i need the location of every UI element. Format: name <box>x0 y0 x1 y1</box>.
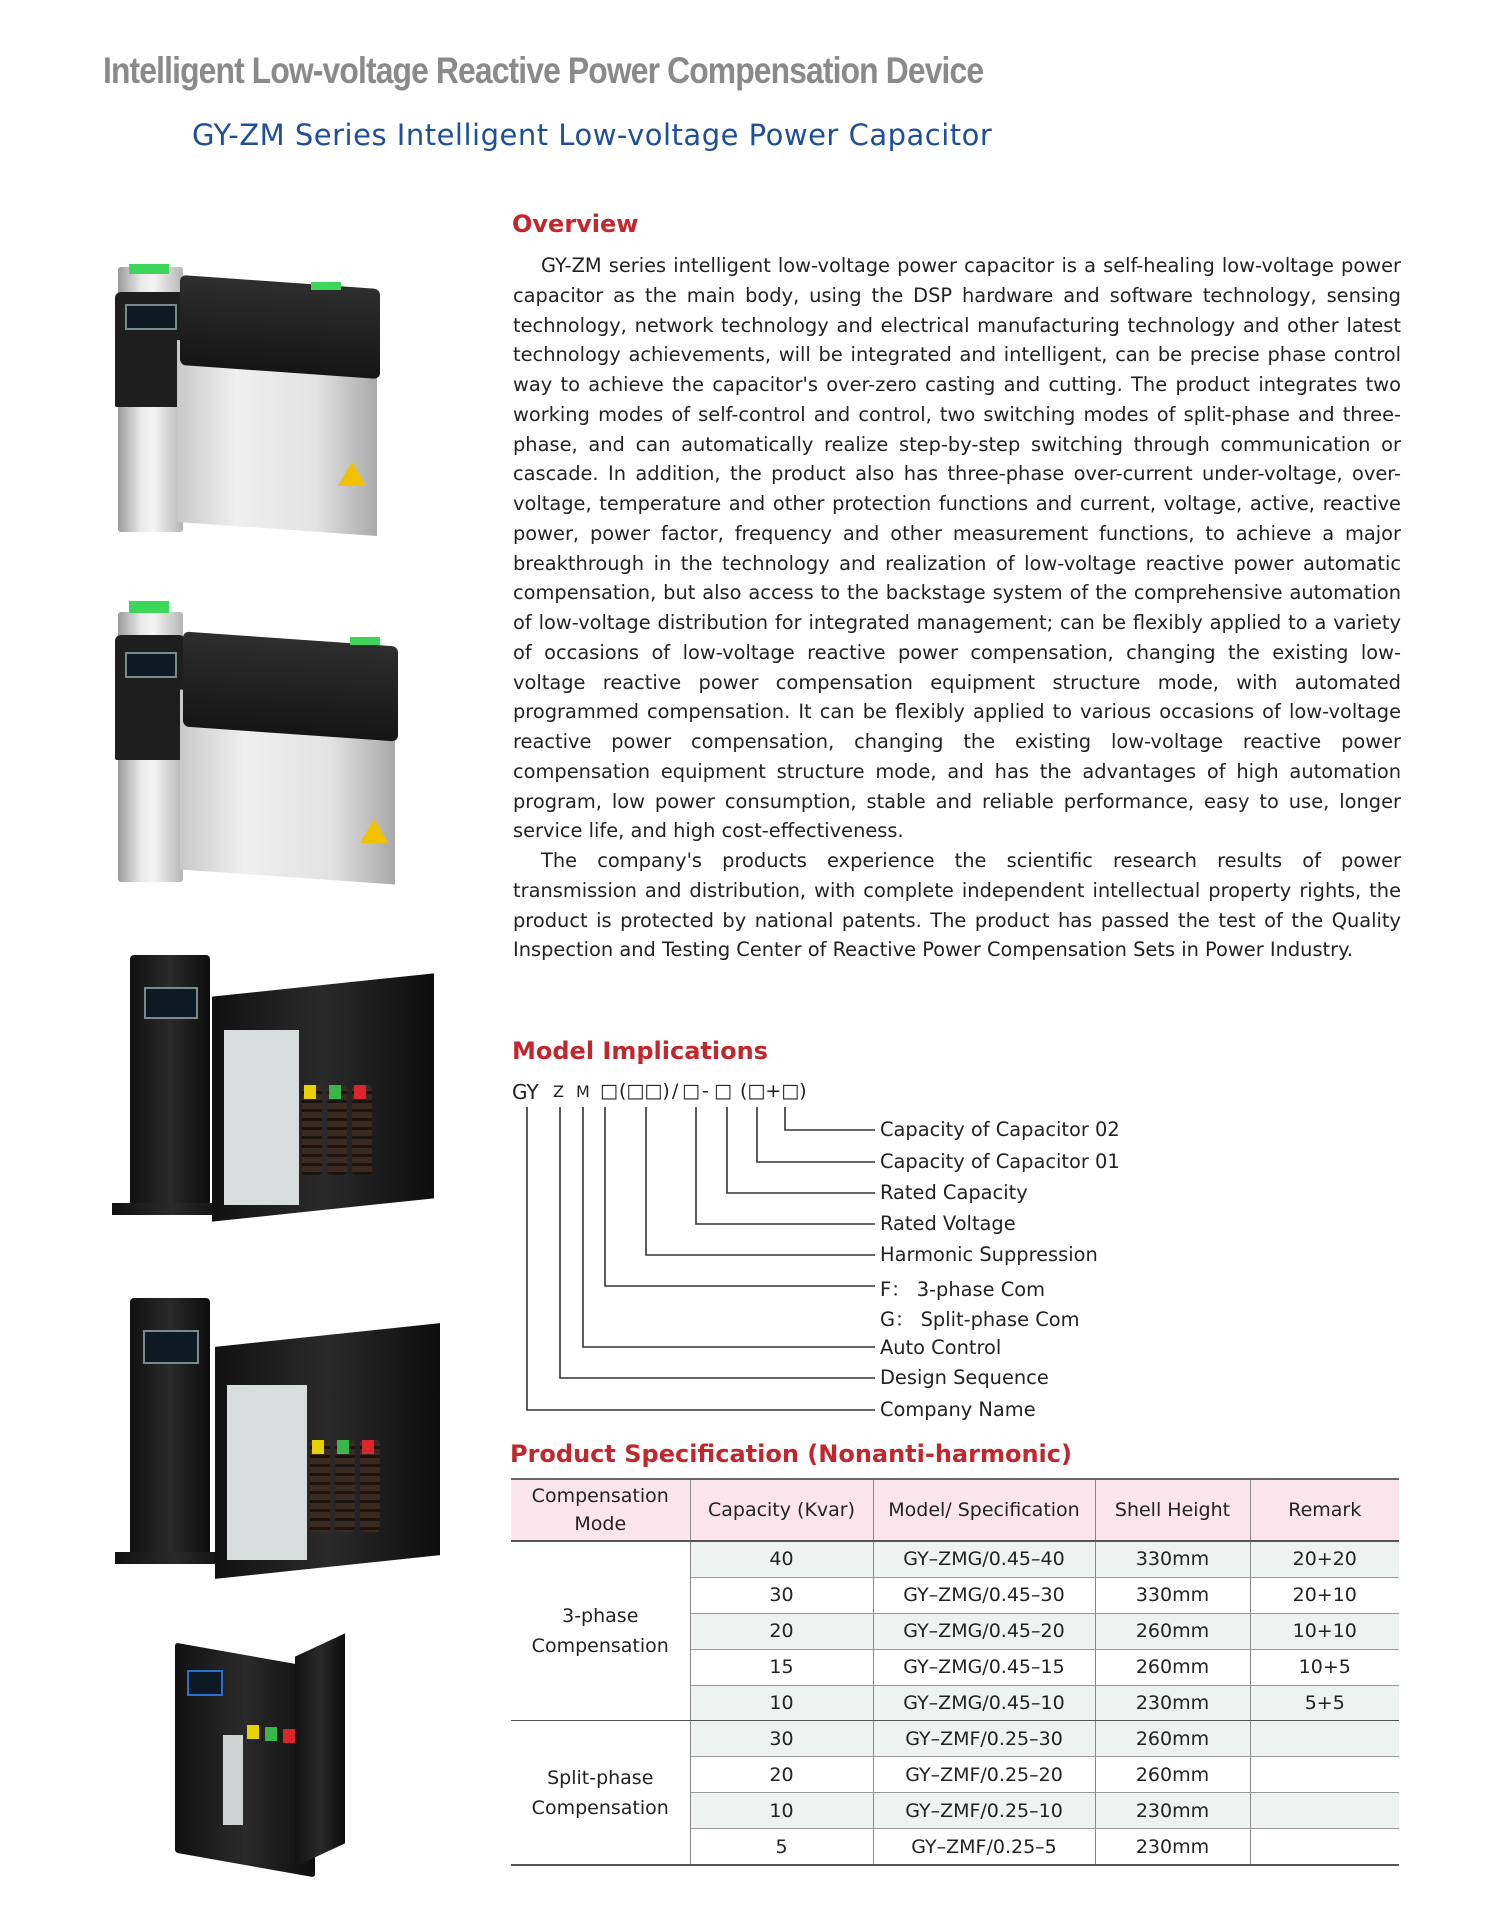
table-row <box>511 1721 1399 1757</box>
code-box-3: □ <box>714 1080 732 1102</box>
line-switch-mode <box>605 1107 875 1286</box>
mode-split-phase: Split-phase Compensation <box>511 1721 690 1865</box>
cell-model: GY–ZMF/0.25–20 <box>873 1757 1095 1793</box>
label-auto-control: Auto Control <box>880 1336 1002 1359</box>
line-company <box>527 1107 875 1410</box>
cell-remark <box>1250 1721 1399 1757</box>
header-shell-height: Shell Height <box>1095 1479 1250 1541</box>
label-3phase-com: F： 3-phase Com <box>880 1278 1046 1301</box>
cell-height: 230mm <box>1095 1829 1250 1865</box>
label-company: Company Name <box>880 1398 1036 1421</box>
spec-header-row <box>511 1479 1399 1541</box>
cell-model: GY–ZMG/0.45–20 <box>873 1613 1095 1649</box>
code-z: Z <box>553 1082 564 1101</box>
cell-height: 260mm <box>1095 1721 1250 1757</box>
code-dash: - <box>702 1080 709 1102</box>
cell-capacity: 40 <box>690 1541 873 1577</box>
label-split-phase-com: G： Split-phase Com <box>880 1308 1080 1331</box>
header-model: Model/ Specification <box>873 1479 1095 1541</box>
spec-table <box>511 1478 1399 1866</box>
cell-model: GY–ZMF/0.25–30 <box>873 1721 1095 1757</box>
line-rated-capacity <box>727 1107 875 1193</box>
cell-capacity: 30 <box>690 1721 873 1757</box>
sub-title: GY-ZM Series Intelligent Low-voltage Power Capacitor <box>192 118 993 152</box>
line-harmonic <box>646 1107 875 1255</box>
table-row <box>511 1541 1399 1577</box>
cell-height: 260mm <box>1095 1757 1250 1793</box>
cell-capacity: 15 <box>690 1649 873 1685</box>
cell-model: GY–ZMF/0.25–10 <box>873 1793 1095 1829</box>
code-box: □ <box>600 1080 618 1102</box>
warning-icon <box>360 819 388 843</box>
product-image-5 <box>165 1635 355 1875</box>
cell-capacity: 10 <box>690 1793 873 1829</box>
cell-height: 230mm <box>1095 1793 1250 1829</box>
overview-paragraph-2: The company's products experience the scientific research results of power transmission and distribution, with complete independent intellectual property rights, the product is protected by national patents. The product has passed the test of the Quality Inspection and Testing Center of Reactive Power Compensation Sets in Power Industry. <box>513 849 1401 962</box>
label-harmonic: Harmonic Suppression <box>880 1243 1098 1266</box>
code-slash: / <box>672 1080 679 1102</box>
cell-model: GY–ZMF/0.25–5 <box>873 1829 1095 1865</box>
product-image-3 <box>112 945 442 1220</box>
overview-body <box>513 251 1401 965</box>
product-image-2 <box>115 597 405 887</box>
overview-heading: Overview <box>512 210 639 238</box>
cell-model: GY–ZMG/0.45–15 <box>873 1649 1095 1685</box>
code-m: M <box>576 1082 590 1101</box>
code-gy: GY <box>512 1080 539 1104</box>
cell-remark <box>1250 1829 1399 1865</box>
cell-height: 260mm <box>1095 1649 1250 1685</box>
cell-capacity: 10 <box>690 1685 873 1721</box>
cell-remark: 10+5 <box>1250 1649 1399 1685</box>
label-cap02: Capacity of Capacitor 02 <box>880 1118 1120 1141</box>
line-cap02 <box>785 1107 875 1130</box>
header-capacity: Capacity (Kvar) <box>690 1479 873 1541</box>
cell-height: 330mm <box>1095 1541 1250 1577</box>
cell-capacity: 30 <box>690 1577 873 1613</box>
cell-model: GY–ZMG/0.45–10 <box>873 1685 1095 1721</box>
label-rated-voltage: Rated Voltage <box>880 1212 1016 1235</box>
label-design-seq: Design Sequence <box>880 1366 1049 1389</box>
cell-model: GY–ZMG/0.45–30 <box>873 1577 1095 1613</box>
product-image-1 <box>115 252 385 532</box>
cell-capacity: 5 <box>690 1829 873 1865</box>
line-cap01 <box>757 1107 875 1162</box>
line-rated-voltage <box>696 1107 875 1224</box>
product-image-4 <box>115 1290 445 1575</box>
cell-remark: 20+10 <box>1250 1577 1399 1613</box>
cell-model: GY–ZMG/0.45–40 <box>873 1541 1095 1577</box>
cell-remark: 20+20 <box>1250 1541 1399 1577</box>
line-auto-control <box>583 1107 875 1347</box>
header-remark: Remark <box>1250 1479 1399 1541</box>
cell-height: 260mm <box>1095 1613 1250 1649</box>
header-mode: Compensation Mode <box>511 1479 690 1541</box>
line-design-seq <box>560 1107 875 1378</box>
label-cap01: Capacity of Capacitor 01 <box>880 1150 1120 1173</box>
code-box-2: □ <box>682 1080 700 1102</box>
cell-capacity: 20 <box>690 1757 873 1793</box>
overview-paragraph-1: GY-ZM series intelligent low-voltage power capacitor is a self-healing low-voltage power capacitor as the main body, using the DSP hardware and software technology, sensing technology, network technology and electrical manufacturing technology and other latest technology achievements, will be integrated and intelligent, can be precise phase control way to achieve the capacitor's over-zero casting and cutting. The product integrates two working modes of self-control and control, two switching modes of split-phase and three-phase, and can automatically realize step-by-step switching through communication or cascade. In addition, the product also has three-phase over-current under-voltage, over-voltage, temperature and other protection functions and current, voltage, active, reactive power, power factor, frequency and other measurement functions, to achieve a major breakthrough in the technology and realization of low-voltage reactive power automatic compensation, but also access to the backstage system of the comprehensive automation of low-voltage distribution for integrated management; can be flexibly applied to a variety of occasions of low-voltage reactive power compensation, changing the existing low-voltage reactive power compensation equipment structure mode, with automated programmed compensation. It can be flexibly applied to various occasions of low-voltage reactive power compensation, changing the existing low-voltage reactive power compensation equipment structure mode, and has the advantages of high automation program, low power consumption, stable and reliable performance, easy to use, longer service life, and high cost-effectiveness. <box>513 254 1401 843</box>
code-box-pair: (□□) <box>619 1080 670 1102</box>
warning-icon <box>338 462 366 486</box>
cell-height: 230mm <box>1095 1685 1250 1721</box>
label-rated-capacity: Rated Capacity <box>880 1181 1028 1204</box>
cell-height: 330mm <box>1095 1577 1250 1613</box>
cell-remark <box>1250 1757 1399 1793</box>
cell-capacity: 20 <box>690 1613 873 1649</box>
spec-heading: Product Specification (Nonanti-harmonic) <box>510 1440 1072 1468</box>
model-implications-heading: Model Implications <box>512 1037 768 1065</box>
code-box-sum: (□+□) <box>740 1080 807 1102</box>
cell-remark: 10+10 <box>1250 1613 1399 1649</box>
cell-remark <box>1250 1793 1399 1829</box>
main-title: Intelligent Low-voltage Reactive Power Compensation Device <box>103 50 984 91</box>
mode-3phase: 3-phase Compensation <box>511 1541 690 1721</box>
cell-remark: 5+5 <box>1250 1685 1399 1721</box>
